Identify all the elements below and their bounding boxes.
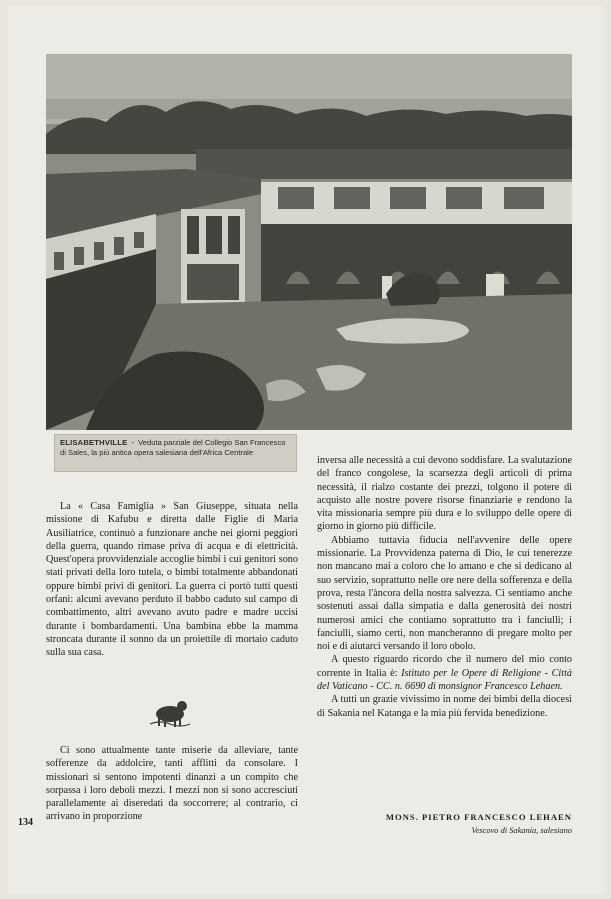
signature-block	[338, 810, 572, 838]
magazine-page	[8, 6, 604, 894]
left-column-bottom	[46, 744, 298, 824]
left-paragraph-1: La « Casa Famiglia » San Giuseppe, situata nella missione di Kafubu e diretta dalle Figlie di Maria Ausiliatrice, continuò a funzionare anche nei giorni peggiori della guerra, quando rimase priva di acqua e di elettricità. Quest'opera provvidenziale accoglie bimbi i cui genitori sono stati privati della loro tutela, o bimbi totalmente abbandonati oppure bimbi privi di genitori. La guerra ci portò tutti questi orfani: alcuni avevano perduto il babbo caduto sul campo di combattimento, altri avevano avuto padre e madre uccisi durante i bombardamenti. Una bambina ebbe la mamma stroncata durante il sonno da un proiettile di mortaio caduto sulla sua casa.	[46, 501, 298, 659]
right-paragraph-3-intro: A questo riguardo ricordo che il numero del mio conto corrente in Italia è:	[317, 654, 572, 679]
left-paragraph-2: Ci sono attualmente tante miserie da alleviare, tante sofferenze da addolcire, tanti afflitti da consolare. I missionari si sentono impotenti dinanzi a un compito che sorpassa i loro deboli mezzi. I mezzi non si sono accresciuti parallelamente ai diseredati da soccorrere; al contrario, ci arrivano in proporzione	[46, 745, 298, 823]
lamb-vignette-icon	[144, 694, 196, 728]
right-paragraph-3	[317, 653, 572, 693]
right-paragraph-1: inversa alle necessità a cui devono soddisfare. La svalutazione del franco congolese, la scarsezza degli articoli di prima necessità, il rialzo costante dei prezzi, tolgono il potere di acquisto alle nostre povere risorse finanziarie e rendono la vita missionaria sempre più dura e lo sviluppo delle opere di giorno in giorno più difficile.	[317, 455, 572, 533]
right-column	[317, 454, 572, 720]
bank-account-reference: Istituto per le Opere di Religione - Città del Vaticano - CC. n. 6690 di monsignor Francesco Lehaen.	[317, 667, 573, 693]
caption-text: Veduta parziale del Collegio San Francesco di Sales, la più antica opera salesiana dell'Africa Centrale	[60, 438, 286, 457]
left-column	[46, 500, 298, 660]
signature-name: MONS. PIETRO FRANCESCO LEHAEN	[385, 812, 572, 822]
photo-caption	[54, 434, 297, 472]
right-paragraph-4: A tutti un grazie vivissimo in nome dei bimbi della diocesi di Sakania nel Katanga e la mia più fervida benedizione.	[317, 694, 572, 719]
right-paragraph-2: Abbiamo tuttavia fiducia nell'avvenire delle opere missionarie. La Provvidenza paterna di Dio, le cui tenerezze non mancano mai a coloro che lo amano e che si dedicano al suo servizio, soprattutto nelle ore nere della sofferenza e della prova, resta l'àncora della nostra salvezza. Ci sentiamo anche sostenuti assai dalla simpatia e dalla generosità dei nostri numerosi amici che contiamo soprattutto tra i fanciulli; i fanciulli, siamo certi, non mancheranno di pregare molto per noi e di aiutarci versando il loro obolo.	[317, 534, 572, 653]
signature-role: Vescovo di Sakania, salesiano	[471, 826, 572, 835]
page-number: 134	[18, 817, 33, 828]
caption-dash: -	[131, 438, 135, 447]
caption-place: ELISABETHVILLE	[60, 438, 128, 447]
mission-building-photo	[46, 54, 572, 430]
photo-illustration	[46, 54, 572, 430]
